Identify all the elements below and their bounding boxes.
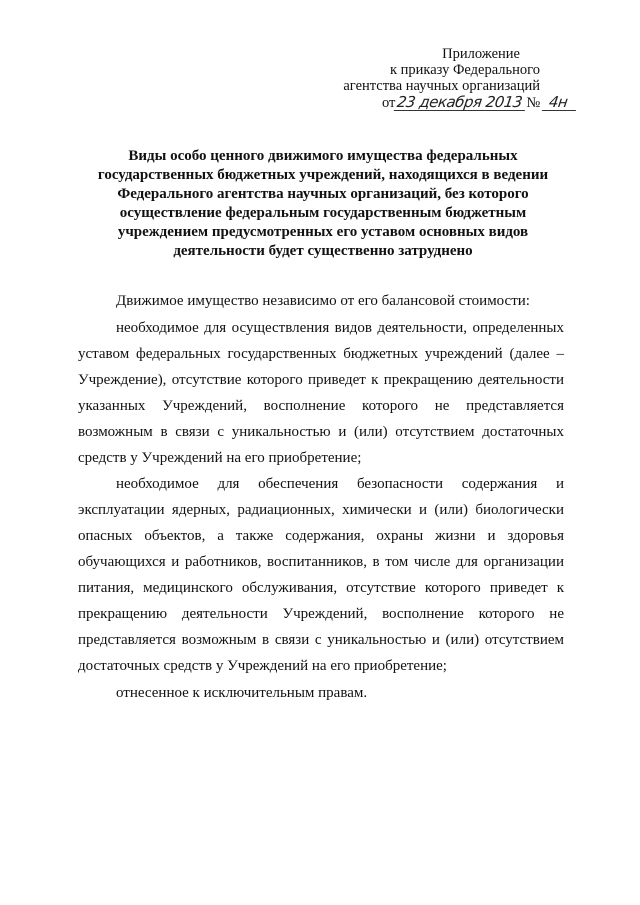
- appendix-header: [300, 46, 569, 111]
- paragraph: необходимое для осуществления видов деятельности, определенных уставом федеральных государственных бюджетных учреждений (далее – Учреждение), отсутствие которого приведет к прекращению деятельности указанных Учреждений, восполнение которого не представляется возможным в связи с уникальностью и (или) отсутствием достаточных средств у Учреждений на его приобретение;: [78, 320, 564, 466]
- title-line: деятельности будет существенно затруднено: [173, 243, 473, 259]
- number-prefix: №: [526, 95, 541, 111]
- intro-paragraph: Движимое имущество независимо от его балансовой стоимости:: [116, 293, 530, 309]
- order-date-line: [300, 93, 569, 111]
- title-line: Федерального агентства научных организаций, без которого: [117, 186, 529, 202]
- appendix-label: Приложение: [442, 46, 520, 62]
- agency-name: агентства научных организаций: [343, 78, 540, 94]
- title-line: государственных бюджетных учреждений, находящихся в ведении: [97, 167, 549, 183]
- order-reference: к приказу Федерального: [389, 62, 540, 78]
- handwritten-date: 23 декабря 2013: [394, 94, 527, 111]
- document-body: [78, 288, 564, 706]
- title-line: учреждением предусмотренных его уставом основных видов: [117, 224, 529, 240]
- handwritten-number: 4н: [542, 94, 579, 111]
- date-prefix: от: [382, 95, 396, 111]
- title-line: Виды особо ценного движимого имущества федеральных: [128, 148, 518, 164]
- document-title: [80, 147, 566, 261]
- final-paragraph: отнесенное к исключительным правам.: [116, 685, 368, 701]
- title-line: осуществление федеральным государственным бюджетным: [119, 205, 527, 221]
- paragraph: необходимое для обеспечения безопасности содержания и эксплуатации ядерных, радиационных, химически и (или) биологически опасных объектов, а также содержания, охраны жизни и здоровья обучающихся и работников, воспитанников, в том числе для организации питания, медицинского обслуживания, отсутствие которого приведет к прекращению деятельности Учреждений, восполнение которого не представляется возможным в связи с уникальностью и (или) отсутствием достаточных средств у Учреждений на его приобретение;: [78, 476, 564, 674]
